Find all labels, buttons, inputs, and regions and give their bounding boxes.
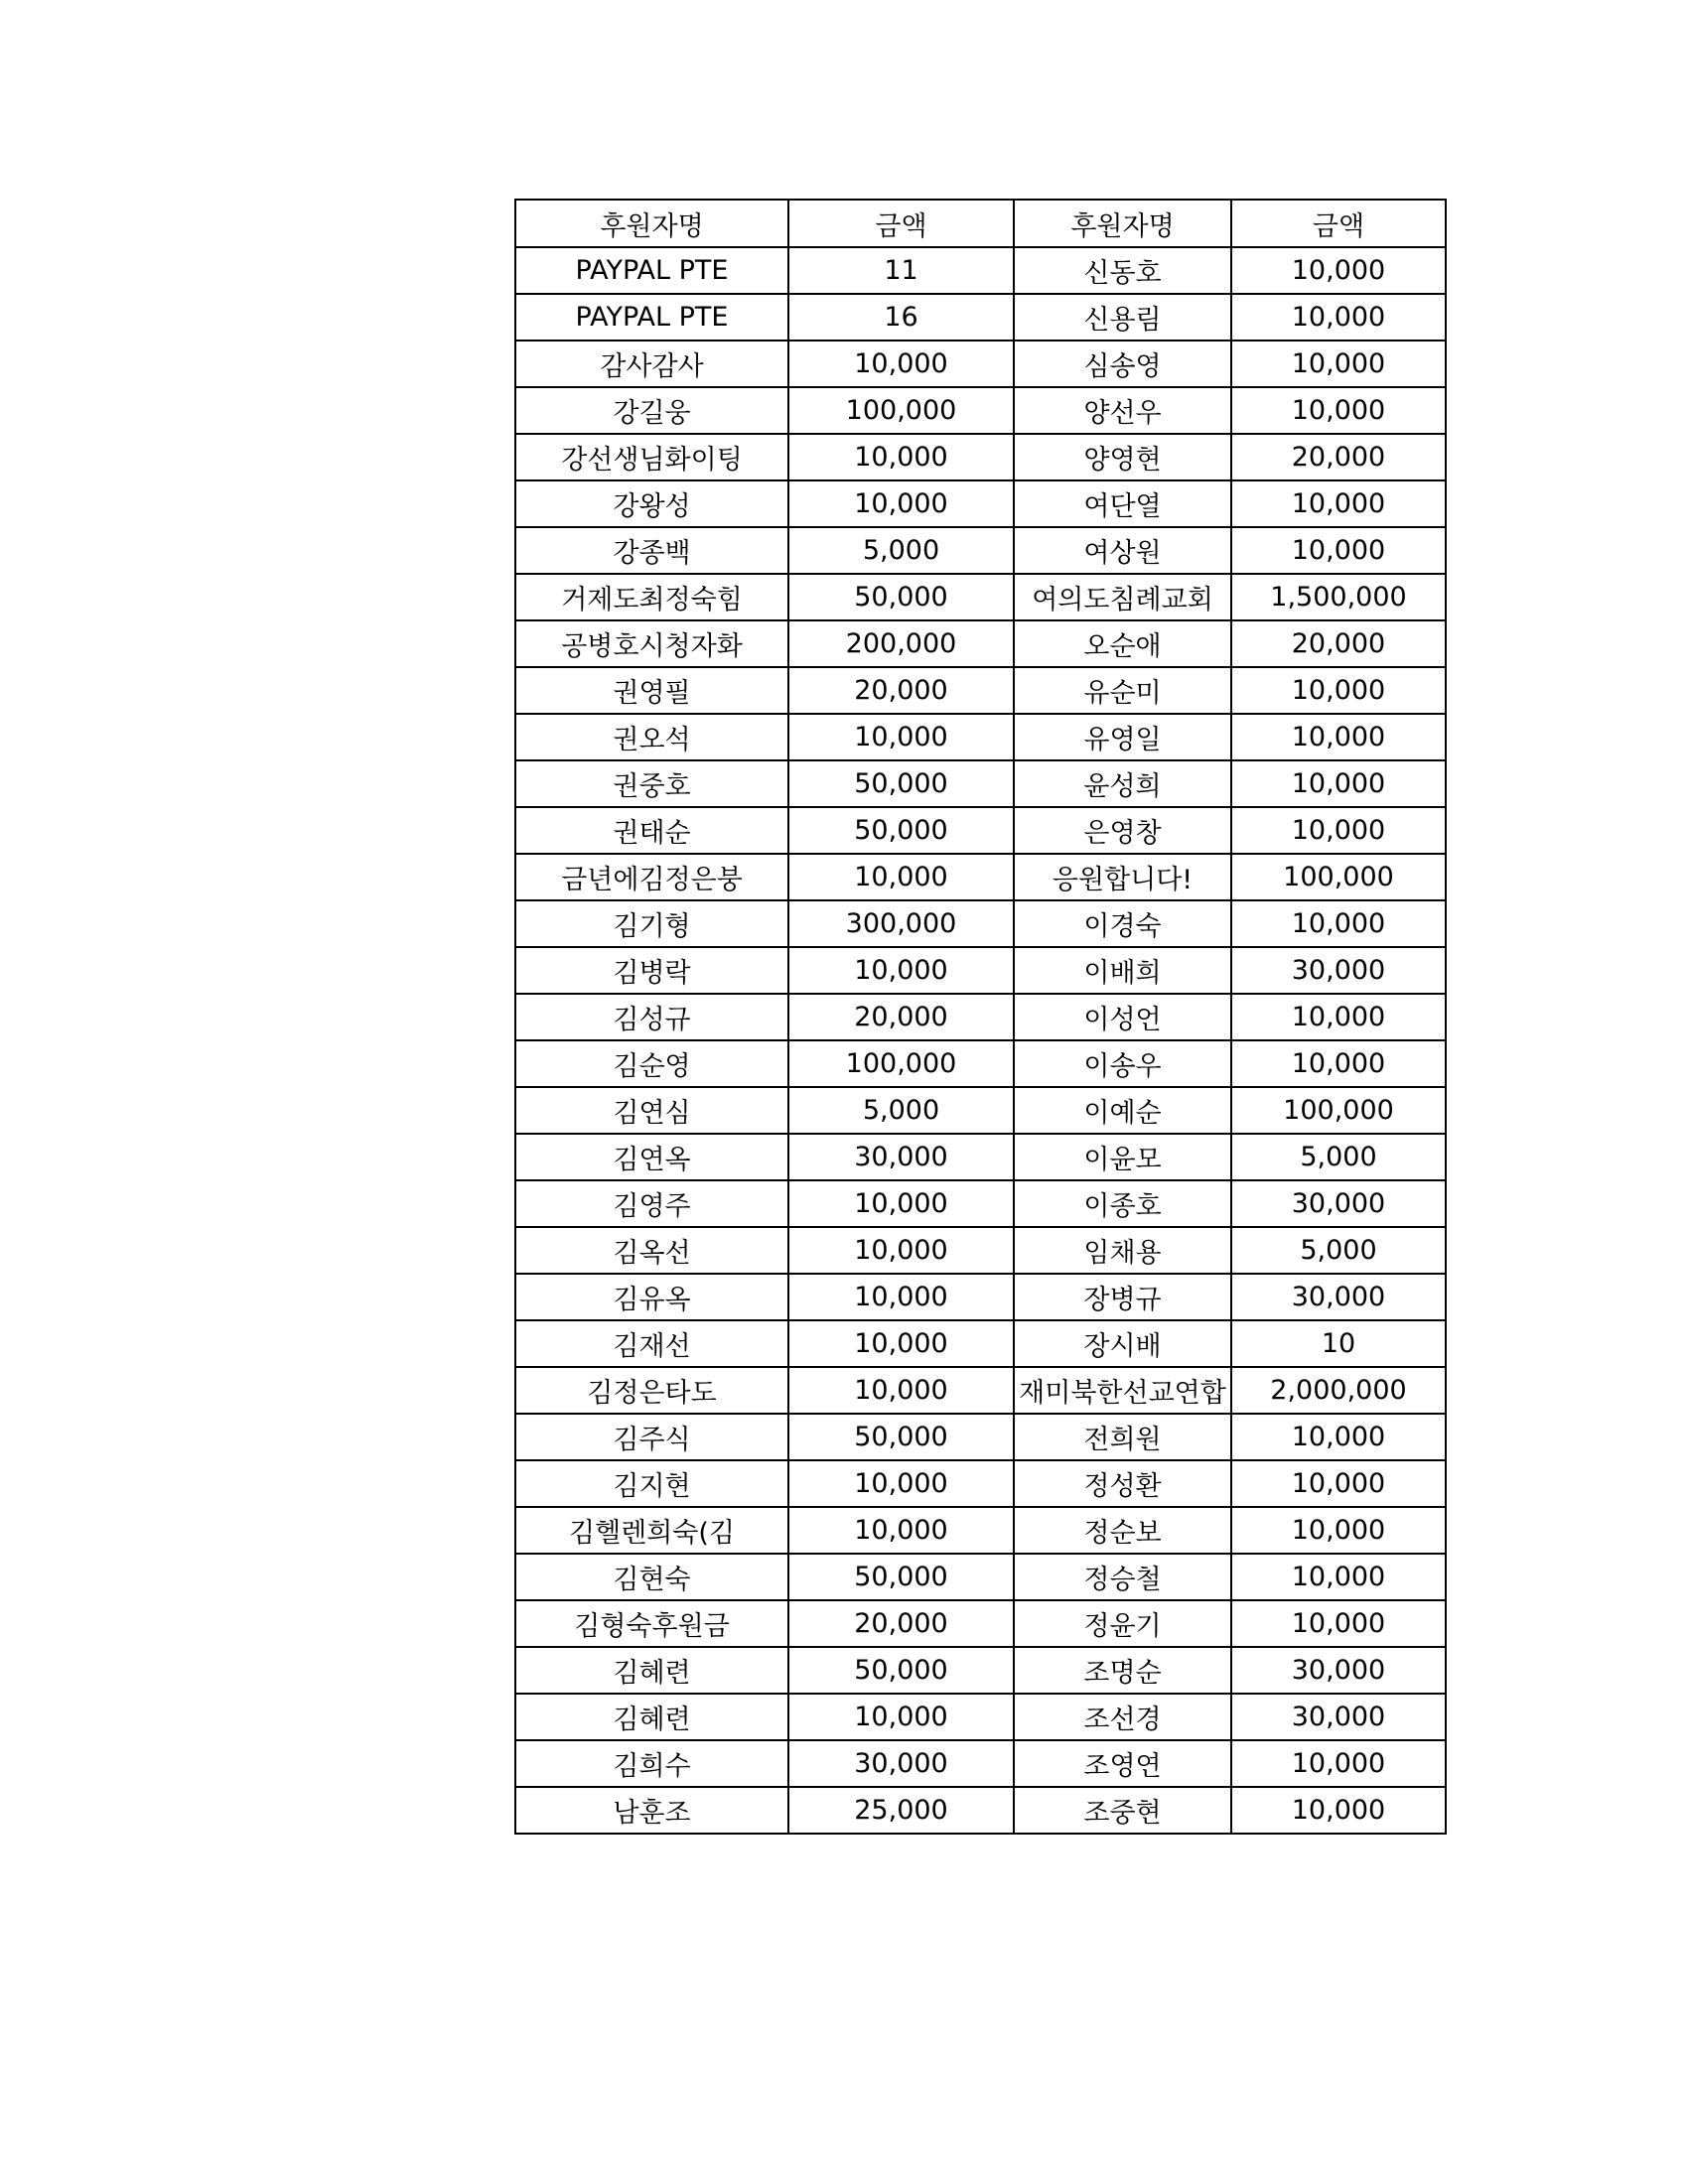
donor-name-cell: 강종백 [515, 527, 788, 574]
amount-cell: 10,000 [788, 1320, 1014, 1367]
amount-cell: 20,000 [788, 1600, 1014, 1647]
donor-name-cell: 이송우 [1014, 1040, 1231, 1087]
amount-cell: 1,500,000 [1231, 574, 1446, 620]
amount-cell: 10,000 [788, 1227, 1014, 1274]
donor-name-cell: 재미북한선교연합 [1014, 1367, 1231, 1414]
donor-name-cell: 양영현 [1014, 434, 1231, 480]
donor-name-cell: 김연옥 [515, 1134, 788, 1180]
donor-name-cell: 장병규 [1014, 1274, 1231, 1320]
donor-name-cell: 장시배 [1014, 1320, 1231, 1367]
header-row [515, 200, 1446, 247]
amount-cell: 200,000 [788, 620, 1014, 667]
donor-name-cell: 김지현 [515, 1460, 788, 1507]
donor-name-cell: 조영연 [1014, 1740, 1231, 1787]
table-row [515, 1320, 1446, 1367]
amount-cell: 10,000 [788, 1460, 1014, 1507]
donor-name-cell: 양선우 [1014, 387, 1231, 434]
donor-name-cell: 유영일 [1014, 714, 1231, 760]
table-row [515, 1554, 1446, 1600]
donor-name-cell: 은영창 [1014, 807, 1231, 854]
amount-cell: 10,000 [788, 854, 1014, 900]
amount-cell: 5,000 [788, 527, 1014, 574]
amount-cell: 10,000 [1231, 1740, 1446, 1787]
table-row [515, 947, 1446, 994]
donor-name-cell: 이예순 [1014, 1087, 1231, 1134]
donor-name-cell: 조선경 [1014, 1694, 1231, 1740]
table-row [515, 527, 1446, 574]
donor-name-cell: PAYPAL PTE [515, 294, 788, 341]
amount-cell: 10,000 [788, 714, 1014, 760]
amount-cell: 10,000 [1231, 341, 1446, 387]
amount-cell: 10,000 [788, 1274, 1014, 1320]
donor-name-cell: 전희원 [1014, 1414, 1231, 1460]
amount-cell: 100,000 [788, 387, 1014, 434]
donor-name-cell: 이배희 [1014, 947, 1231, 994]
donor-name-cell: PAYPAL PTE [515, 247, 788, 294]
amount-cell: 5,000 [1231, 1227, 1446, 1274]
amount-cell: 10,000 [1231, 1600, 1446, 1647]
table-row [515, 434, 1446, 480]
table-row [515, 1274, 1446, 1320]
amount-cell: 10,000 [1231, 760, 1446, 807]
donor-name-cell: 여의도침례교회 [1014, 574, 1231, 620]
donor-name-cell: 권중호 [515, 760, 788, 807]
donor-name-cell: 조중현 [1014, 1787, 1231, 1834]
donor-name-cell: 여단열 [1014, 480, 1231, 527]
table-row [515, 1600, 1446, 1647]
donor-name-cell: 심송영 [1014, 341, 1231, 387]
donor-name-cell: 정성환 [1014, 1460, 1231, 1507]
amount-cell: 100,000 [1231, 1087, 1446, 1134]
amount-cell: 100,000 [1231, 854, 1446, 900]
donor-name-cell: 김희수 [515, 1740, 788, 1787]
donor-name-cell: 김영주 [515, 1180, 788, 1227]
table-row [515, 994, 1446, 1040]
donor-name-cell: 김연심 [515, 1087, 788, 1134]
donor-name-cell: 응원합니다! [1014, 854, 1231, 900]
amount-cell: 10,000 [1231, 900, 1446, 947]
donor-name-cell: 이윤모 [1014, 1134, 1231, 1180]
table-row [515, 480, 1446, 527]
amount-cell: 10,000 [1231, 480, 1446, 527]
amount-cell: 10,000 [1231, 1414, 1446, 1460]
table-row [515, 1227, 1446, 1274]
amount-cell: 10,000 [1231, 247, 1446, 294]
amount-cell: 10,000 [788, 1367, 1014, 1414]
amount-cell: 10,000 [1231, 1507, 1446, 1554]
table-row [515, 387, 1446, 434]
header-donor-name: 후원자명 [1014, 200, 1231, 247]
donor-name-cell: 금년에김정은붕 [515, 854, 788, 900]
donor-name-cell: 김기형 [515, 900, 788, 947]
amount-cell: 11 [788, 247, 1014, 294]
donor-name-cell: 유순미 [1014, 667, 1231, 714]
donor-name-cell: 공병호시청자화 [515, 620, 788, 667]
table-row [515, 1134, 1446, 1180]
amount-cell: 16 [788, 294, 1014, 341]
amount-cell: 2,000,000 [1231, 1367, 1446, 1414]
amount-cell: 10,000 [788, 434, 1014, 480]
amount-cell: 10,000 [1231, 1040, 1446, 1087]
donor-name-cell: 남훈조 [515, 1787, 788, 1834]
donor-name-cell: 김형숙후원금 [515, 1600, 788, 1647]
table-row [515, 1040, 1446, 1087]
table-row [515, 1367, 1446, 1414]
amount-cell: 10,000 [1231, 1787, 1446, 1834]
table-row [515, 1647, 1446, 1694]
amount-cell: 30,000 [1231, 1180, 1446, 1227]
amount-cell: 10,000 [788, 1180, 1014, 1227]
amount-cell: 300,000 [788, 900, 1014, 947]
amount-cell: 10,000 [1231, 527, 1446, 574]
table-row [515, 760, 1446, 807]
table-row [515, 294, 1446, 341]
amount-cell: 10,000 [788, 1694, 1014, 1740]
table-row [515, 1180, 1446, 1227]
donor-name-cell: 김순영 [515, 1040, 788, 1087]
amount-cell: 100,000 [788, 1040, 1014, 1087]
donor-name-cell: 김재선 [515, 1320, 788, 1367]
table-body [515, 247, 1446, 1834]
table-row [515, 341, 1446, 387]
donor-name-cell: 이종호 [1014, 1180, 1231, 1227]
donor-name-cell: 김주식 [515, 1414, 788, 1460]
table-row [515, 1087, 1446, 1134]
amount-cell: 20,000 [788, 667, 1014, 714]
donor-name-cell: 권영필 [515, 667, 788, 714]
donor-name-cell: 김유옥 [515, 1274, 788, 1320]
header-amount: 금액 [788, 200, 1014, 247]
donor-name-cell: 감사감사 [515, 341, 788, 387]
donor-name-cell: 김현숙 [515, 1554, 788, 1600]
donor-name-cell: 강선생님화이팅 [515, 434, 788, 480]
amount-cell: 30,000 [788, 1740, 1014, 1787]
amount-cell: 10,000 [1231, 387, 1446, 434]
donor-name-cell: 거제도최정숙힘 [515, 574, 788, 620]
header-amount: 금액 [1231, 200, 1446, 247]
table-row [515, 1787, 1446, 1834]
table-row [515, 1507, 1446, 1554]
amount-cell: 10,000 [788, 341, 1014, 387]
amount-cell: 10,000 [1231, 1554, 1446, 1600]
donor-name-cell: 이성언 [1014, 994, 1231, 1040]
amount-cell: 30,000 [1231, 1647, 1446, 1694]
donor-name-cell: 정윤기 [1014, 1600, 1231, 1647]
donor-name-cell: 강왕성 [515, 480, 788, 527]
donor-name-cell: 정순보 [1014, 1507, 1231, 1554]
amount-cell: 5,000 [1231, 1134, 1446, 1180]
donor-name-cell: 신용림 [1014, 294, 1231, 341]
amount-cell: 10,000 [788, 947, 1014, 994]
amount-cell: 10,000 [1231, 667, 1446, 714]
amount-cell: 50,000 [788, 1554, 1014, 1600]
amount-cell: 50,000 [788, 574, 1014, 620]
amount-cell: 20,000 [788, 994, 1014, 1040]
donor-name-cell: 윤성희 [1014, 760, 1231, 807]
donor-name-cell: 신동호 [1014, 247, 1231, 294]
donor-name-cell: 김옥선 [515, 1227, 788, 1274]
amount-cell: 10,000 [1231, 1460, 1446, 1507]
donor-name-cell: 김혜련 [515, 1694, 788, 1740]
donor-name-cell: 김성규 [515, 994, 788, 1040]
donor-name-cell: 임채용 [1014, 1227, 1231, 1274]
amount-cell: 10,000 [788, 1507, 1014, 1554]
amount-cell: 20,000 [1231, 620, 1446, 667]
amount-cell: 10,000 [1231, 714, 1446, 760]
amount-cell: 30,000 [1231, 1694, 1446, 1740]
amount-cell: 10,000 [788, 480, 1014, 527]
amount-cell: 10 [1231, 1320, 1446, 1367]
table-row [515, 1694, 1446, 1740]
donor-name-cell: 김혜련 [515, 1647, 788, 1694]
table-row [515, 620, 1446, 667]
table-row [515, 1740, 1446, 1787]
table-row [515, 714, 1446, 760]
amount-cell: 30,000 [788, 1134, 1014, 1180]
table-row [515, 667, 1446, 714]
amount-cell: 10,000 [1231, 807, 1446, 854]
donor-name-cell: 김정은타도 [515, 1367, 788, 1414]
table-row [515, 574, 1446, 620]
table-row [515, 1414, 1446, 1460]
amount-cell: 50,000 [788, 760, 1014, 807]
amount-cell: 50,000 [788, 807, 1014, 854]
amount-cell: 10,000 [1231, 994, 1446, 1040]
table-row [515, 900, 1446, 947]
donor-name-cell: 조명순 [1014, 1647, 1231, 1694]
donor-name-cell: 김헬렌희숙(김 [515, 1507, 788, 1554]
amount-cell: 30,000 [1231, 947, 1446, 994]
donor-name-cell: 강길웅 [515, 387, 788, 434]
amount-cell: 50,000 [788, 1647, 1014, 1694]
table-row [515, 807, 1446, 854]
donor-name-cell: 정승철 [1014, 1554, 1231, 1600]
donor-name-cell: 김병락 [515, 947, 788, 994]
amount-cell: 25,000 [788, 1787, 1014, 1834]
donor-name-cell: 권태순 [515, 807, 788, 854]
table-row [515, 1460, 1446, 1507]
table-row [515, 854, 1446, 900]
amount-cell: 10,000 [1231, 294, 1446, 341]
donor-name-cell: 여상원 [1014, 527, 1231, 574]
donor-name-cell: 권오석 [515, 714, 788, 760]
amount-cell: 50,000 [788, 1414, 1014, 1460]
donor-table [514, 199, 1447, 1835]
amount-cell: 30,000 [1231, 1274, 1446, 1320]
amount-cell: 5,000 [788, 1087, 1014, 1134]
table-row [515, 247, 1446, 294]
donor-name-cell: 이경숙 [1014, 900, 1231, 947]
donor-name-cell: 오순애 [1014, 620, 1231, 667]
header-donor-name: 후원자명 [515, 200, 788, 247]
amount-cell: 20,000 [1231, 434, 1446, 480]
